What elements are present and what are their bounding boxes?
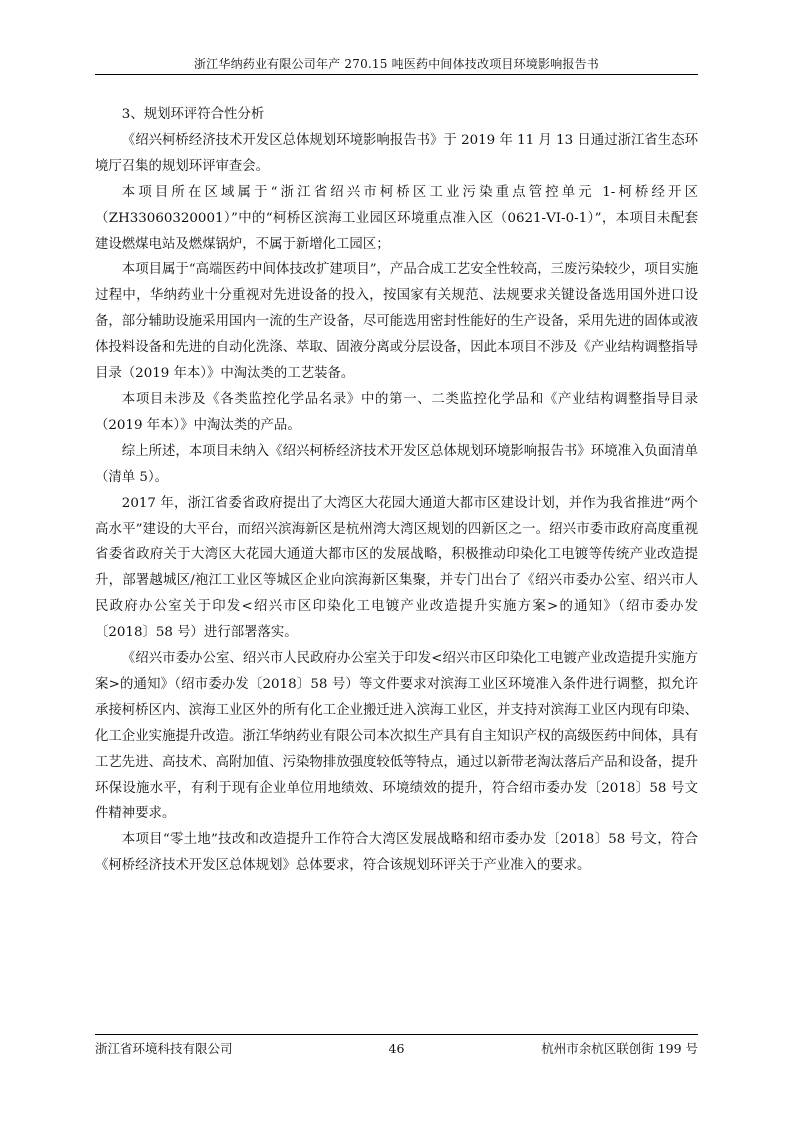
paragraph-8: 本项目“零土地”技改和改造提升工作符合大湾区发展战略和绍市委办发〔2018〕58 号文，符合《柯桥经济技术开发区总体规划》总体要求，符合该规划环评关于产业准入的要求。 (95, 832, 698, 874)
document-body (95, 97, 698, 879)
paragraph-1: 《绍兴柯桥经济技术开发区总体规划环境影响报告书》于 2019 年 11 月 13 日通过浙江省生态环境厅召集的规划环评审查会。 (95, 132, 698, 174)
footer-address: 杭州市余杭区联创街 199 号 (541, 1041, 698, 1056)
footer-company: 浙江省环境科技有限公司 (95, 1041, 233, 1056)
paragraph-3: 本项目属于“高端医药中间体技改扩建项目”，产品合成工艺安全性较高，三废污染较少，项目实施过程中，华纳药业十分重视对先进设备的投入，按国家有关规范、法规要求关键设备选用国外进口设备，部分辅助设施采用国内一流的生产设备，尽可能选用密封性能好的生产设备，采用先进的固体或液体投料设备和先进的自动化洗涤、萃取、固液分离或分层设备，因此本项目不涉及《产业结构调整指导目录（2019 年本）》中淘汰类的工艺装备。 (95, 262, 698, 382)
footer-divider (95, 1034, 698, 1035)
header-divider (95, 74, 698, 75)
paragraph-2: 本项目所在区域属于“浙江省绍兴市柯桥区工业污染重点管控单元 1-柯桥经开区（ZH33060320001）”中的“柯桥区滨海工业园区环境重点准入区（0621-VI-0-1）”，本项目未配套建设燃煤电站及燃煤锅炉，不属于新增化工园区； (95, 184, 698, 252)
section-heading: 3、规划环评符合性分析 (121, 107, 265, 122)
page-number: 46 (388, 1041, 405, 1056)
paragraph-7: 《绍兴市委办公室、绍兴市人民政府办公室关于印发<绍兴市区印染化工电镀产业改造提升实施方案>的通知》（绍市委办发〔2018〕58 号）等文件要求对滨海工业区环境准入条件进行调整，拟允许承接柯桥区内、滨海工业区外的所有化工企业搬迁进入滨海工业区，并支持对滨海工业区内现有印染、化工企业实施提升改造。浙江华纳药业有限公司本次拟生产具有自主知识产权的高级医药中间体，具有工艺先进、高技术、高附加值、污染物排放强度较低等特点，通过以新带老淘汰落后产品和设备，提升环保设施水平，有利于现有企业单位用地绩效、环境绩效的提升，符合绍市委办发〔2018〕58 号文件精神要求。 (95, 651, 698, 822)
paragraph-6: 2017 年，浙江省委省政府提出了大湾区大花园大通道大都市区建设计划，并作为我省推进“两个高水平”建设的大平台，而绍兴滨海新区是杭州湾大湾区规划的四新区之一。绍兴市委市政府高度重视省委省政府关于大湾区大花园大通道大都市区的发展战略，积极推动印染化工电镀等传统产业改造提升，部署越城区/袍江工业区等城区企业向滨海新区集聚，并专门出台了《绍兴市委办公室、绍兴市人民政府办公室关于印发<绍兴市区印染化工电镀产业改造提升实施方案>的通知》（绍市委办发〔2018〕58 号）进行部署落实。 (95, 495, 698, 641)
paragraph-4: 本项目未涉及《各类监控化学品名录》中的第一、二类监控化学品和《产业结构调整指导目录（2019 年本）》中淘汰类的产品。 (95, 391, 698, 433)
page-footer (95, 1040, 698, 1058)
page-header: 浙江华纳药业有限公司年产 270.15 吨医药中间体技改项目环境影响报告书 (193, 57, 600, 71)
paragraph-5: 综上所述，本项目未纳入《绍兴柯桥经济技术开发区总体规划环境影响报告书》环境准入负面清单（清单 5）。 (95, 443, 698, 485)
